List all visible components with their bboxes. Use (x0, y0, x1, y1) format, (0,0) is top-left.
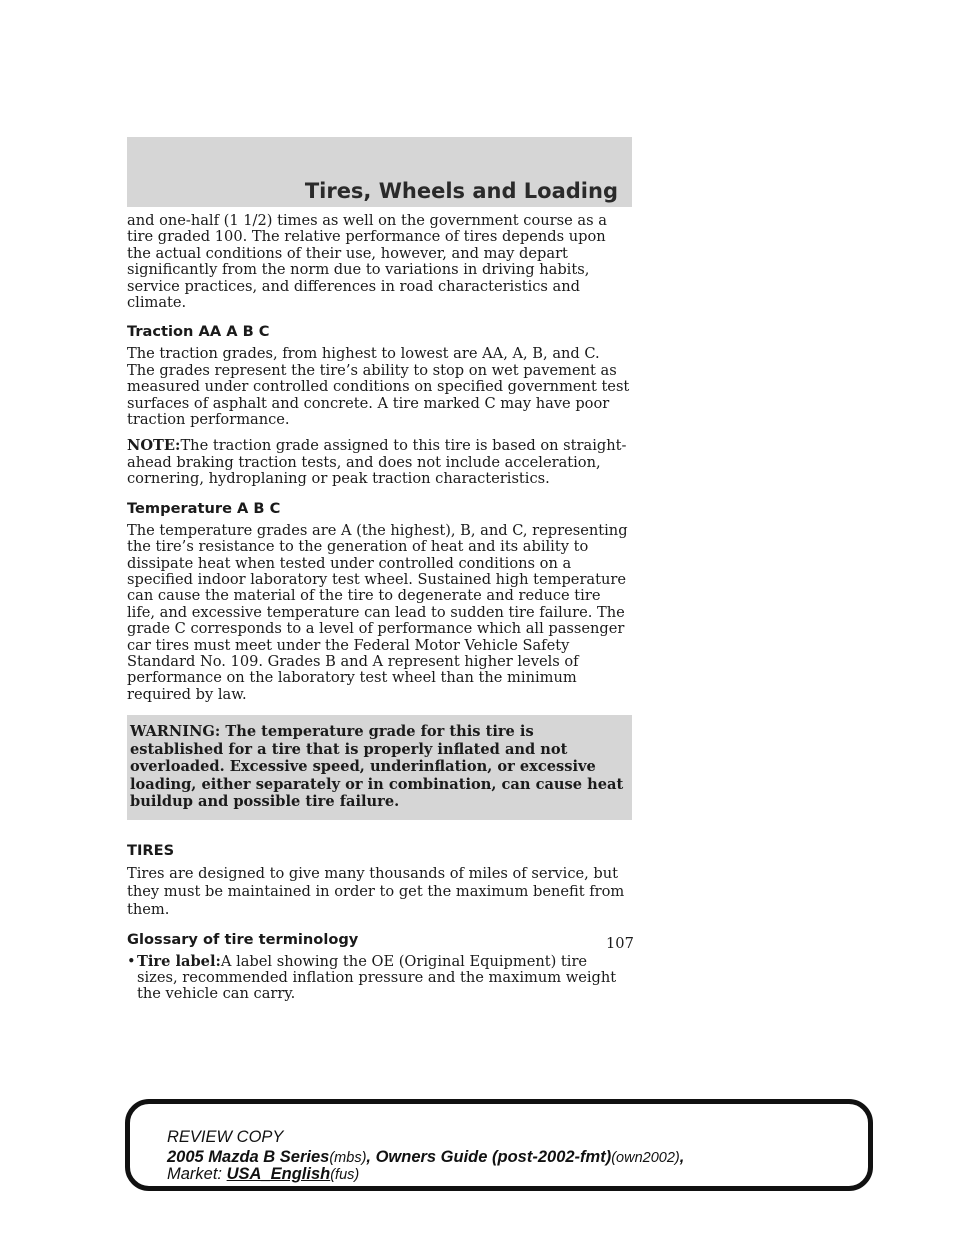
model-code: (mbs) (329, 1150, 367, 1166)
review-copy-label: REVIEW COPY (167, 1128, 284, 1146)
tires-paragraph: Tires are designed to give many thousands of miles of service, but they must be maintained in order to get the maximum benefit from them. (127, 864, 625, 918)
note-text: The traction grade assigned to this tire is based on straight-ahead braking traction tests, and does not include acceleration, cornering, hydroplaning or peak traction characteristics. (127, 437, 627, 488)
glossary-heading: Glossary of tire terminology (127, 930, 359, 948)
page-number: 107 (606, 935, 634, 952)
intro-paragraph: and one-half (1 1/2) times as well on the government course as a tire graded 100. The relative performance of tires depends upon the actual conditions of their use, however, and may depart significantly from the norm due to variations in driving habits, service practices, and differences in road characteristics and climate. (127, 212, 607, 312)
warning-box (127, 715, 632, 820)
section-header-band (127, 137, 632, 207)
tires-heading: TIRES (127, 841, 175, 859)
traction-paragraph: The traction grades, from highest to lowest are AA, A, B, and C. The grades represent the tire’s ability to stop on wet pavement as measured under controlled conditions on specified government test surfaces of asphalt and concrete. A tire marked C may have poor traction performance. (127, 345, 630, 429)
guide-name: Owners Guide (post-2002-fmt) (375, 1148, 612, 1166)
separator: , (366, 1148, 376, 1166)
temperature-heading: Temperature A B C (127, 499, 281, 517)
note-label: NOTE: (127, 437, 181, 455)
glossary-item-text (137, 954, 632, 1003)
separator: , (679, 1148, 685, 1166)
market-code: (fus) (330, 1167, 360, 1183)
temperature-paragraph: The temperature grades are A (the highest), B, and C, representing the tire’s resistance to the generation of heat and its ability to dissipate heat when tested under controlled conditions on a specified indoor laboratory test wheel. Sustained high temperature can cause the material of the tire to degenerate and reduce tire life, and excessive temperature can lead to sudden tire failure. The grade C corresponds to a level of performance which all passenger car tires must meet under the Federal Motor Vehicle Safety Standard No. 109. Grades B and A represent higher levels of performance on the laboratory test wheel than the minimum required by law. (127, 521, 628, 703)
market-label: Market: (167, 1165, 223, 1183)
glossary-definition: A label showing the OE (Original Equipment) tire sizes, recommended inflation pressure and the maximum weight the vehicle can carry. (137, 952, 617, 1003)
model-name: 2005 Mazda B Series (167, 1148, 330, 1166)
review-copy-footer (125, 1099, 873, 1191)
glossary-item (127, 954, 632, 1003)
market-name: USA_English (226, 1165, 331, 1183)
note-paragraph (127, 438, 632, 487)
bullet-marker: • (127, 952, 136, 970)
section-title: Tires, Wheels and Loading (304, 179, 618, 203)
warning-text: WARNING: The temperature grade for this tire is established for a tire that is properly inflated and not overloaded. Excessive speed, underinflation, or excessive loading, either separately or in combination, can cause heat buildup and possible tire failure. (130, 723, 624, 811)
glossary-term: Tire label: (137, 952, 221, 970)
traction-heading: Traction AA A B C (127, 323, 270, 341)
guide-code: (own2002) (611, 1150, 680, 1166)
review-market-line (167, 1165, 359, 1184)
page-content (127, 213, 632, 1003)
